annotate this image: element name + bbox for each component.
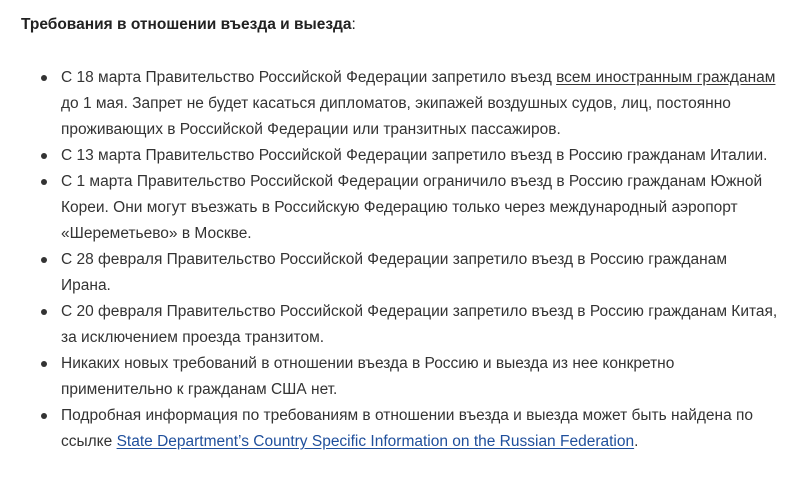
bullet-icon	[41, 179, 47, 185]
bullet-icon	[41, 309, 47, 315]
list-item-text-after: до 1 мая. Запрет не будет касаться дипломатов, экипажей воздушных судов, лиц, постоянно проживающих в Российской Федерации или транзитных пассажиров.	[61, 95, 731, 138]
list-item-text: С 20 февраля Правительство Российской Федерации запретило въезд в Россию гражданам Китая, за исключением проезда транзитом.	[61, 303, 778, 346]
list-item	[21, 65, 781, 143]
list-item-text: Никаких новых требований в отношении въезда в Россию и выезда из нее конкретно применительно к гражданам США нет.	[61, 355, 675, 398]
list-item	[21, 351, 781, 403]
list-item-text-before: Подробная информация по требованиям в отношении въезда и выезда может быть найдена по ссылке	[61, 407, 754, 450]
state-department-link[interactable]: State Department’s Country Specific Information on the Russian Federation	[116, 433, 635, 450]
list-item	[21, 143, 781, 169]
requirements-list	[21, 65, 781, 455]
section-heading-suffix: :	[351, 16, 356, 33]
list-item-text: С 13 марта Правительство Российской Федерации запретило въезд в Россию гражданам Италии.	[61, 147, 768, 164]
list-item-text: С 1 марта Правительство Российской Федерации ограничило въезд в Россию гражданам Южной Кореи. Они могут въезжать в Российскую Федерацию только через международный аэропорт «Шереметьево» в Москве.	[61, 173, 763, 242]
section-heading	[21, 12, 781, 38]
list-item-text: С 28 февраля Правительство Российской Федерации запретило въезд в Россию гражданам Ирана.	[61, 251, 727, 294]
bullet-icon	[41, 413, 47, 419]
list-item-text-after: .	[634, 433, 639, 450]
list-item	[21, 247, 781, 299]
list-item	[21, 403, 781, 455]
bullet-icon	[41, 75, 47, 81]
bullet-icon	[41, 257, 47, 263]
list-item-text-before: С 18 марта Правительство Российской Федерации запретило въезд	[61, 69, 557, 86]
list-item	[21, 299, 781, 351]
foreign-citizens-link[interactable]: всем иностранным гражданам	[556, 69, 776, 86]
bullet-icon	[41, 361, 47, 367]
section-heading-text: Требования в отношении въезда и выезда	[21, 16, 352, 33]
list-item	[21, 169, 781, 247]
bullet-icon	[41, 153, 47, 159]
